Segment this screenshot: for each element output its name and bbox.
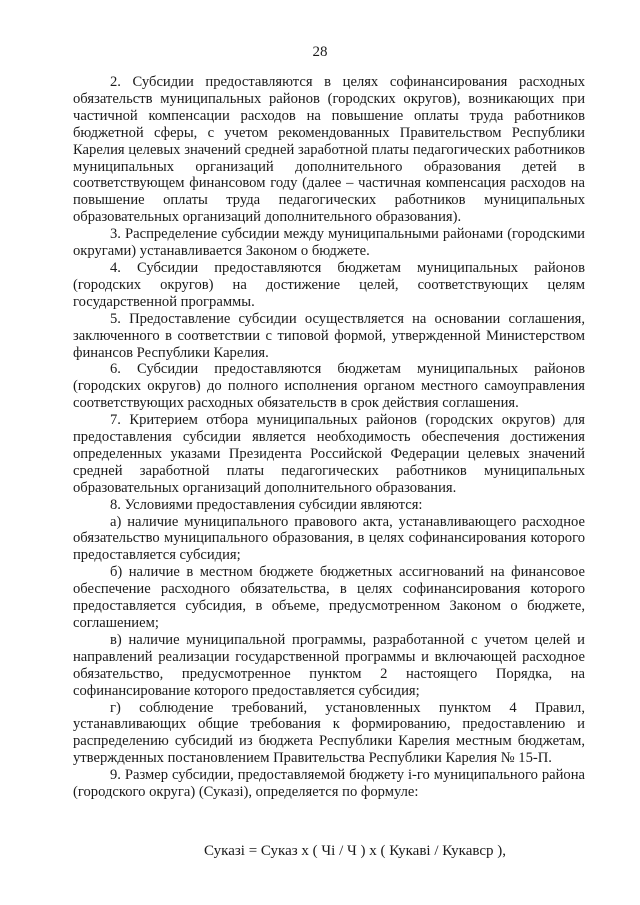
paragraph-4: 4. Субсидии предоставляются бюджетам муниципальных районов (городских округов) на достижение целей, соответствующих целям государственной программы. [73, 259, 585, 310]
condition-a: а) наличие муниципального правового акта, устанавливающего расходное обязательство муниципального образования, в целях софинансирования которого предоставляется субсидия; [73, 513, 585, 564]
condition-g: г) соблюдение требований, установленных пунктом 4 Правил, устанавливающих общие требования к формированию, предоставлению и распределению субсидий из бюджета Республики Карелия местным бюджетам, утвержденных постановлением Правительства Республики Карелия № 15-П. [73, 699, 585, 767]
paragraph-8: 8. Условиями предоставления субсидии являются: [110, 496, 423, 513]
paragraph-2: 2. Субсидии предоставляются в целях софинансирования расходных обязательств муниципальных районов (городских округов), возникающих при частичной компенсации расходов на повышение оплаты труда работников бюджетной сферы, с учетом рекомендованных Правительством Республики Карелия целевых значений средней заработной платы педагогических работников муниципальных организаций дополнительного образования детей в соответствующем финансовом году (далее – частичная компенсация расходов на повышение оплаты труда педагогических работников муниципальных образовательных организаций дополнительного образования). [73, 74, 585, 226]
subsidy-formula: Суказі = Суказ х ( Чі / Ч ) х ( Кукаві / Кукавср ), [204, 843, 506, 859]
paragraph-6: 6. Субсидии предоставляются бюджетам муниципальных районов (городских округов) до полного исполнения органом местного самоуправления соответствующих расходных обязательств в срок действия соглашения. [73, 361, 585, 412]
paragraph-3: 3. Распределение субсидии между муниципальными районами (городскими округами) устанавливается Законом о бюджете. [73, 226, 585, 260]
condition-b: б) наличие в местном бюджете бюджетных ассигнований на финансовое обеспечение расходного обязательства, в целях софинансирования которого предоставляется субсидия, в объеме, предусмотренном Законом о бюджете, соглашением; [73, 564, 585, 631]
paragraph-9: 9. Размер субсидии, предоставляемой бюджету i-го муниципального района (городского округа) (Суказі), определяется по формуле: [73, 767, 585, 801]
paragraph-5: 5. Предоставление субсидии осуществляется на основании соглашения, заключенного в соответствии с типовой формой, утвержденной Министерством финансов Республики Карелия. [73, 310, 585, 361]
body-text [73, 74, 585, 801]
page-number: 28 [312, 44, 328, 60]
condition-v: в) наличие муниципальной программы, разработанной с учетом целей и направлений реализации государственной программы и включающей расходное обязательство, предусмотренное пунктом 2 настоящего Порядка, на софинансирование которого предоставляется субсидия; [73, 631, 585, 699]
paragraph-7: 7. Критерием отбора муниципальных районов (городских округов) для предоставления субсидии является необходимость обеспечения достижения определенных указами Президента Российской Федерации целевых значений средней заработной платы педагогических работников муниципальных образовательных организаций дополнительного образования. [73, 412, 585, 496]
